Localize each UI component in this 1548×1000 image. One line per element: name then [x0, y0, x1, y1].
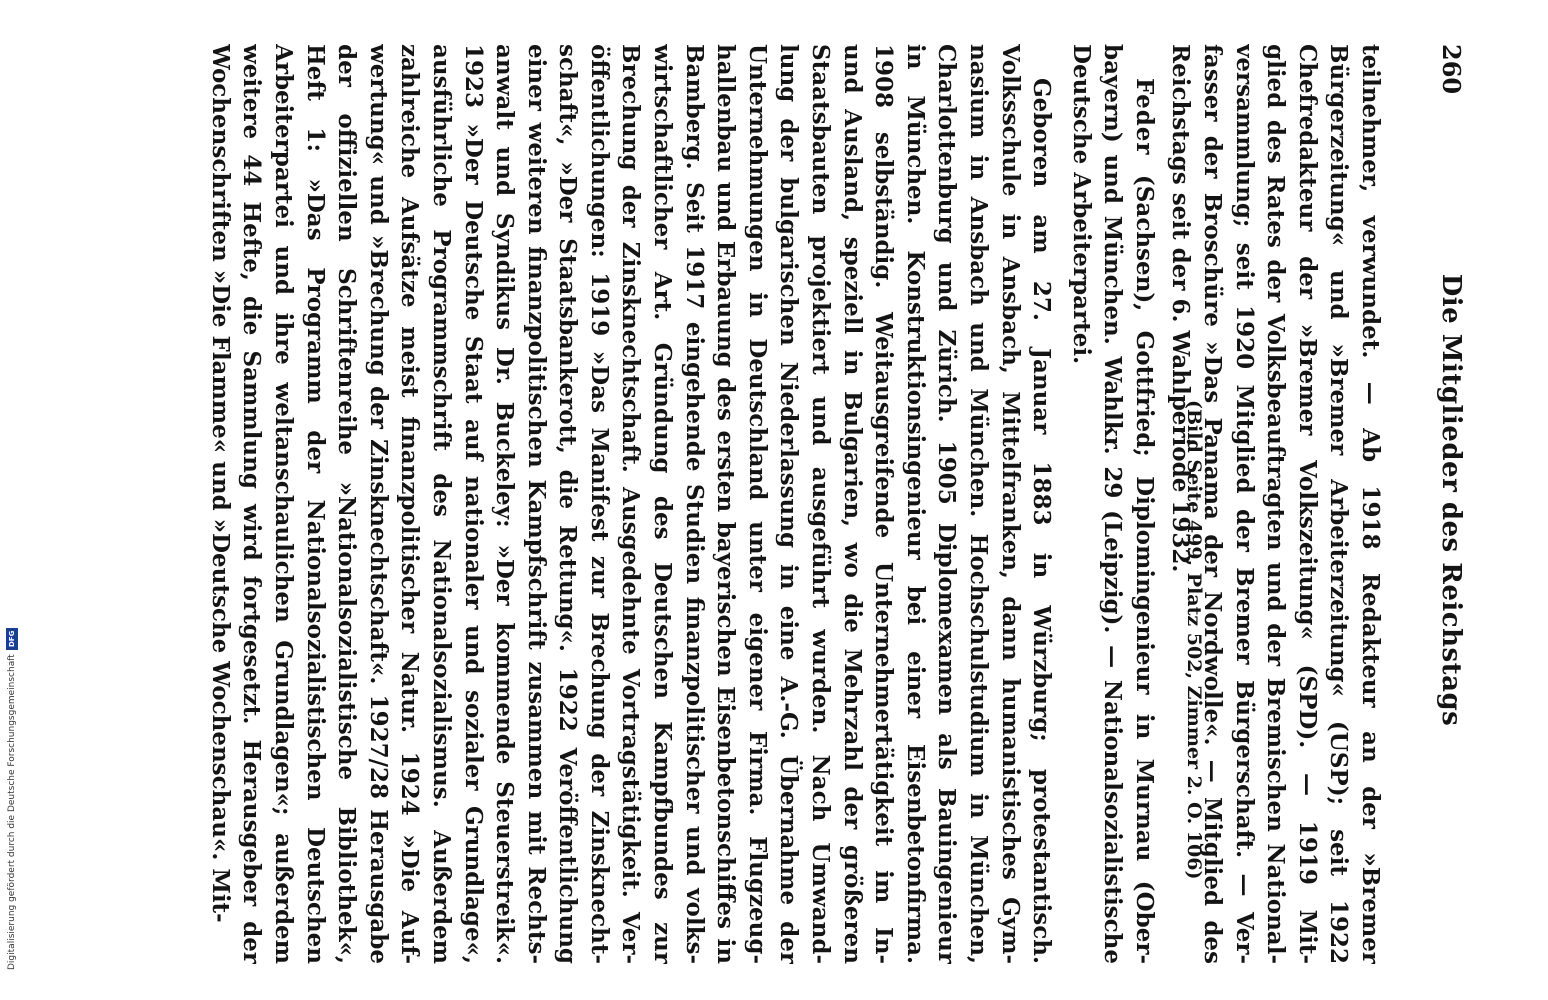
text-line: hallenbau und Erbauung des ersten bayerischen Eisenbetonschiffes in	[712, 44, 740, 964]
photo-caption: (Bild Seite 499, Platz 502, Zimmer 2. O. 106)	[1183, 400, 1205, 880]
text-line: der offiziellen Schriftenreihe »Nationalsozialistische Bibliothek«,	[333, 44, 361, 964]
text-line: wirtschaftlicher Art. Gründung des Deutschen Kampfbundes zur	[649, 44, 677, 964]
text-line: Bamberg. Seit 1917 eingehende Studien finanzpolitischer und volks-	[680, 44, 708, 964]
entry-heading	[1065, 44, 1160, 964]
entry-biography	[204, 44, 1057, 964]
digitization-note	[6, 10, 18, 970]
text-line: und Ausland, speziell in Bulgarien, wo die Mehrzahl der größeren	[838, 44, 866, 964]
running-head: Die Mitglieder des Reichstags	[1436, 273, 1466, 727]
heading-line	[1128, 44, 1160, 964]
text-line: versammlung; seit 1920 Mitglied der Bremer Bürgerschaft. — Ver-	[1230, 44, 1258, 964]
text-line: zahlreiche Aufsätze meist finanzpolitischer Natur. 1924 »Die Auf-	[396, 44, 424, 964]
page-number: 260	[1437, 44, 1466, 95]
text-line: schaft«, »Der Staatsbankerott, die Rettung«. 1922 Veröffentlichung	[554, 44, 582, 964]
text-line: teilnehmer, verwundet. — Ab 1918 Redakteur an der »Bremer	[1357, 44, 1384, 964]
text-line: Brechung der Zinsknechtschaft. Ausgedehnte Vortragstätigkeit. Ver-	[617, 44, 645, 964]
member-name: Feder	[1131, 78, 1158, 156]
text-line: Bürgerzeitung« und »Bremer Arbeiterzeitung« (USP); seit 1922	[1325, 44, 1353, 964]
text-line: in München. Konstruktionsingenieur bei einer Eisenbetonfirma.	[901, 44, 929, 964]
text-line: weitere 44 Hefte, die Sammlung wird fortgesetzt. Herausgeber der	[238, 44, 266, 964]
text-line: Volksschule in Ansbach, Mittelfranken, dann humanistisches Gym-	[996, 44, 1024, 964]
text-line: Reichstags seit der 6. Wahlperiode 1932.	[1167, 44, 1195, 573]
text-line: Chefredakteur der »Bremer Volkszeitung« (SPD). — 1919 Mit-	[1293, 44, 1321, 964]
text-line: Staatsbauten projektiert und ausgeführt wurden. Nach Umwand-	[807, 44, 835, 964]
text-line: anwalt und Syndikus Dr. Buckeley: »Der kommende Steuerstreik«.	[491, 44, 519, 964]
heading-line: bayern) und München. Wahlkr. 29 (Leipzig). — Nationalsozialistische	[1099, 44, 1127, 964]
text-line: nasium in Ansbach und München. Hochschulstudium in München,	[965, 44, 993, 964]
digitization-note-text: Digitalisierung gefördert durch die Deutsche Forschungsgemeinschaft	[7, 654, 17, 970]
text-line: glied des Rates der Volksbeauftragten und der Bremischen National-	[1262, 44, 1290, 964]
text-line: 1923 »Der Deutsche Staat auf nationaler und sozialer Grundlage«,	[459, 44, 487, 964]
heading-text: (Sachsen), Gottfried; Diplomingenieur in Murnau (Ober-	[1131, 155, 1158, 964]
text-line: ausführliche Programmschrift des Nationalsozialismus. Außerdem	[427, 44, 455, 964]
text-line: Heft 1: »Das Programm der Nationalsozialistischen Deutschen	[301, 44, 329, 964]
page-header	[1426, 0, 1466, 1000]
text-line: wertung« und »Brechung der Zinsknechtschaft«. 1927/28 Herausgabe	[364, 44, 392, 964]
text-line: Wochenschriften »Die Flamme« und »Deutsche Wochenschau«. Mit-	[206, 44, 234, 923]
text-line: öffentlichungen: 1919 »Das Manifest zur Brechung der Zinsknecht-	[585, 44, 613, 964]
text-line: lung der bulgarischen Niederlassung in eine A.-G. Übernahme der	[775, 44, 803, 964]
text-line: Charlottenburg und Zürich. 1905 Diplomexamen als Bauingenieur	[933, 44, 961, 964]
text-line: Unternehmungen in Deutschland unter eigener Firma. Flugzeug-	[743, 44, 771, 964]
text-line: 1908 selbständig. Weitausgreifende Unternehmertätigkeit im In-	[870, 44, 898, 964]
dfg-logo: DFG	[6, 628, 18, 650]
heading-line: Deutsche Arbeiterpartei.	[1067, 44, 1095, 365]
text-line: Arbeiterpartei und ihre weltanschaulichen Grundlagen«; außerdem	[269, 44, 297, 964]
member-entry	[204, 44, 1160, 964]
text-line: Geboren am 27. Januar 1883 in Würzburg; protestantisch.	[1028, 78, 1056, 964]
text-line: fasser der Broschüre »Das Panama der Nordwolle«. — Mitglied des	[1199, 44, 1227, 964]
text-line: einer weiteren finanzpolitischen Kampfschrift zusammen mit Rechts-	[522, 44, 550, 964]
